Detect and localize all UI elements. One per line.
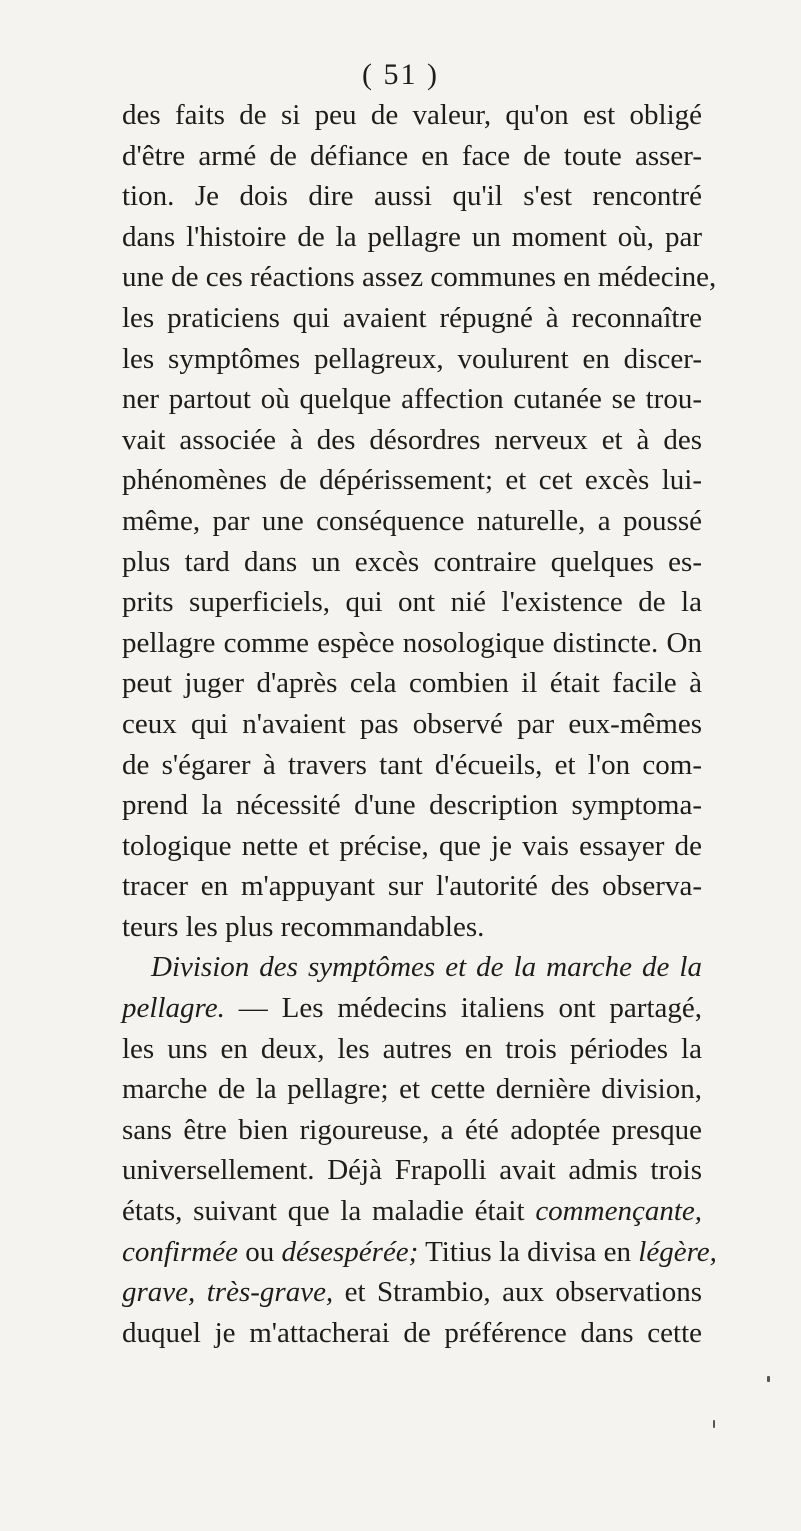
text-line: prend la nécessité d'une description symptoma- (122, 789, 702, 822)
text-line: teurs les plus recommandables. (122, 910, 485, 943)
text-line: duquel je m'attacherai de préférence dans cette (122, 1316, 702, 1349)
italic-term: grave, (122, 1276, 196, 1309)
text-line: tion. Je dois dire aussi qu'il s'est rencontré (122, 180, 702, 213)
text-line: de s'égarer à travers tant d'écueils, et l'on com- (122, 748, 702, 781)
text-line: même, par une conséquence naturelle, a poussé (122, 504, 702, 537)
text-line: prits superficiels, qui ont nié l'existence de la (122, 586, 702, 619)
text-line: les uns en deux, les autres en trois périodes la (122, 1032, 702, 1065)
text-line: marche de la pellagre; et cette dernière division, (122, 1073, 702, 1106)
text-line: vait associée à des désordres nerveux et à des (122, 423, 702, 456)
text-line: les symptômes pellagreux, voulurent en discer- (122, 342, 702, 375)
section-heading-line (122, 947, 702, 988)
text-line (122, 988, 702, 1029)
text-line: sans être bien rigoureuse, a été adoptée presque (122, 1113, 702, 1146)
section-heading-cont: pellagre. (122, 992, 225, 1025)
print-speck (713, 1420, 715, 1428)
text-line: plus tard dans un excès contraire quelques es- (122, 545, 702, 578)
text-line: une de ces réactions assez communes en médecine, (122, 261, 717, 294)
italic-term: légère, (638, 1235, 717, 1268)
text-fragment: Titius la divisa en (418, 1235, 639, 1268)
text-line (122, 1232, 717, 1273)
text-fragment: — Les médecins italiens ont partagé, (224, 992, 702, 1025)
text-line: d'être armé de défiance en face de toute asser- (122, 139, 702, 172)
text-line: des faits de si peu de valeur, qu'on est obligé (122, 99, 702, 131)
text-line: ner partout où quelque affection cutanée se trou- (122, 383, 702, 416)
text-line: pellagre comme espèce nosologique distincte. On (122, 626, 702, 659)
text-line: peut juger d'après cela combien il était facile à (122, 667, 702, 700)
text-fragment: ou (237, 1235, 282, 1268)
text-line: tologique nette et précise, que je vais essayer de (122, 829, 702, 862)
text-line: tracer en m'appuyant sur l'autorité des observa- (122, 870, 702, 903)
print-speck (767, 1376, 770, 1382)
text-fragment: et Strambio, aux observations (333, 1276, 703, 1309)
text-line: les praticiens qui avaient répugné à reconnaître (122, 301, 702, 334)
italic-term: désespérée; (281, 1235, 419, 1268)
text-line (122, 1272, 702, 1313)
italic-term: très-grave, (206, 1276, 334, 1309)
text-line (122, 1191, 702, 1232)
text-fragment: états, suivant que la maladie était (122, 1195, 536, 1228)
italic-term: commençante, (535, 1195, 702, 1228)
text-line: ceux qui n'avaient pas observé par eux-mêmes (122, 707, 702, 740)
page-number: ( 51 ) (362, 58, 439, 91)
section-heading: Division des symptômes et de la marche de la (151, 951, 702, 984)
text-fragment (195, 1276, 206, 1308)
text-line: universellement. Déjà Frapolli avait admis trois (122, 1154, 702, 1187)
italic-term: confirmée (122, 1235, 238, 1268)
body-text (122, 95, 717, 1353)
text-line: dans l'histoire de la pellagre un moment où, par (122, 220, 702, 253)
text-line: phénomènes de dépérissement; et cet excès lui- (122, 464, 702, 497)
